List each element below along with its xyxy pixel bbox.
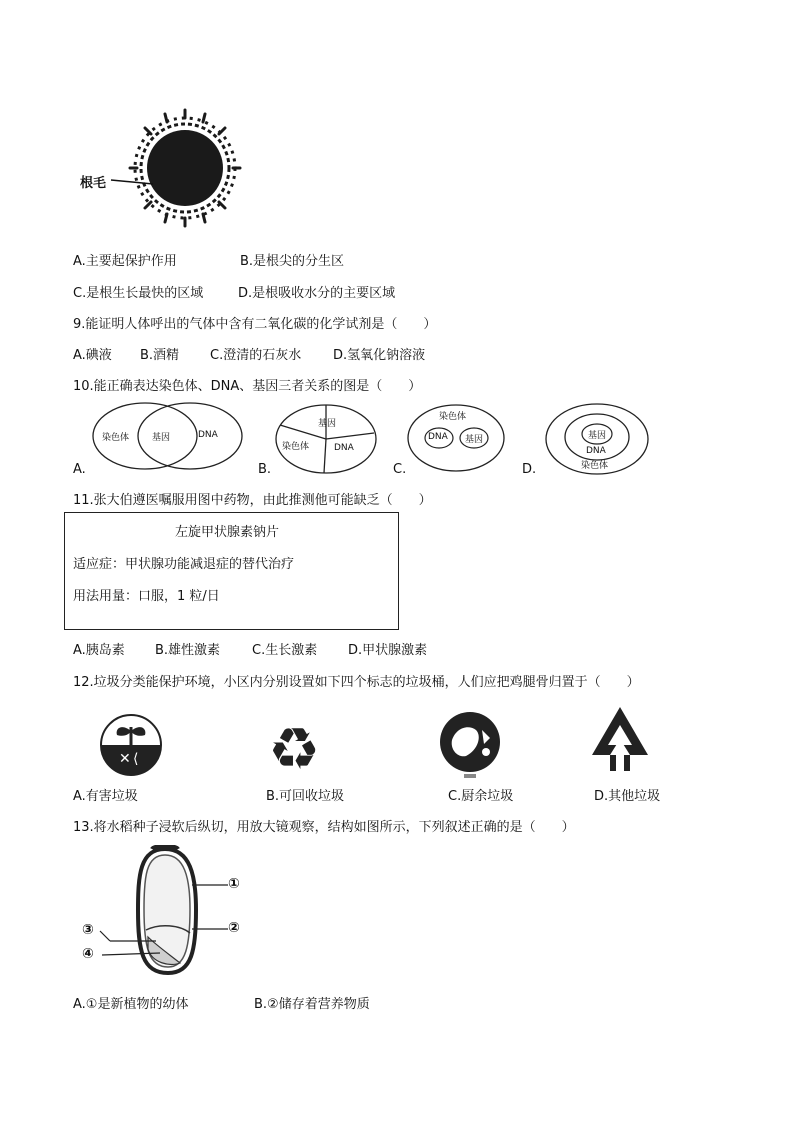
root-hair-figure [75, 100, 245, 235]
q12-option-c: C.厨余垃圾 [448, 789, 514, 804]
q8-option-d: D.是根吸收水分的主要区域 [238, 286, 396, 301]
q10-c-dna: DNA [428, 432, 448, 442]
kitchen-waste-icon [438, 710, 502, 780]
seed-label-2: ② [228, 920, 240, 936]
q10-b-dna: DNA [334, 443, 354, 453]
q10-diagram-b [274, 403, 378, 475]
q10-stem: 10.能正确表达染色体、DNA、基因三者关系的图是（ ） [73, 379, 422, 394]
q8-option-c: C.是根生长最快的区域 [73, 286, 204, 301]
q12-option-b: B.可回收垃圾 [266, 789, 345, 804]
q11-option-a: A.胰岛素 [73, 643, 125, 658]
root-hair-label: 根毛 [80, 176, 107, 191]
q10-a-dna: DNA [198, 430, 218, 440]
q10-c-gene: 基因 [465, 435, 484, 445]
seed-label-3: ③ [82, 922, 94, 938]
q9-option-d: D.氢氧化钠溶液 [333, 348, 426, 363]
svg-text:♻: ♻ [268, 715, 320, 777]
medicine-indication: 适应症：甲状腺功能减退症的替代治疗 [73, 557, 295, 572]
q10-letter-b: B. [258, 462, 272, 477]
q11-option-b: B.雄性激素 [155, 643, 221, 658]
q9-stem: 9.能证明人体呼出的气体中含有二氧化碳的化学试剂是（ ） [73, 317, 437, 332]
medicine-label-box [64, 512, 399, 630]
q8-option-b: B.是根尖的分生区 [240, 254, 345, 269]
seed-label-1: ① [228, 876, 240, 892]
q11-stem: 11.张大伯遵医嘱服用图中药物，由此推测他可能缺乏（ ） [73, 493, 432, 508]
medicine-name: 左旋甲状腺素钠片 [175, 525, 280, 540]
q12-stem: 12.垃圾分类能保护环境，小区内分别设置如下四个标志的垃圾桶，人们应把鸡腿骨归置于（ ） [73, 675, 640, 690]
q10-c-chromosome: 染色体 [439, 412, 467, 422]
recyclable-waste-icon [266, 713, 330, 777]
q11-option-c: C.生长激素 [252, 643, 318, 658]
rice-seed-figure [80, 845, 250, 980]
q10-diagram-a [90, 400, 245, 475]
other-waste-icon [590, 705, 650, 773]
q10-d-chromosome: 染色体 [581, 461, 609, 471]
q10-d-dna: DNA [586, 446, 606, 456]
q13-stem: 13.将水稻种子浸软后纵切，用放大镜观察，结构如图所示，下列叙述正确的是（ ） [73, 820, 575, 835]
q9-option-a: A.碘液 [73, 348, 112, 363]
q10-letter-c: C. [393, 462, 407, 477]
q10-diagram-d [544, 402, 650, 476]
q10-b-chromosome: 染色体 [282, 442, 310, 452]
q9-option-c: C.澄清的石灰水 [210, 348, 302, 363]
seed-label-4: ④ [82, 946, 94, 962]
q10-a-gene: 基因 [152, 433, 171, 443]
q8-option-a: A.主要起保护作用 [73, 254, 177, 269]
q10-letter-a: A. [73, 462, 86, 477]
q10-letter-d: D. [522, 462, 537, 477]
q10-a-chromosome: 染色体 [102, 433, 130, 443]
q11-option-d: D.甲状腺激素 [348, 643, 428, 658]
q10-d-gene: 基因 [588, 431, 607, 441]
q9-option-b: B.酒精 [140, 348, 180, 363]
q10-b-gene: 基因 [318, 419, 337, 429]
q10-diagram-c [406, 403, 506, 473]
q12-option-a: A.有害垃圾 [73, 789, 138, 804]
svg-text:⟨: ⟨ [133, 751, 139, 767]
q12-option-d: D.其他垃圾 [594, 789, 661, 804]
svg-text:✕: ✕ [119, 751, 131, 767]
medicine-dosage: 用法用量：口服，1 粒/日 [73, 589, 220, 604]
hazardous-waste-icon [99, 713, 163, 777]
q13-option-a: A.①是新植物的幼体 [73, 997, 189, 1012]
q13-option-b: B.②储存着营养物质 [254, 997, 370, 1012]
